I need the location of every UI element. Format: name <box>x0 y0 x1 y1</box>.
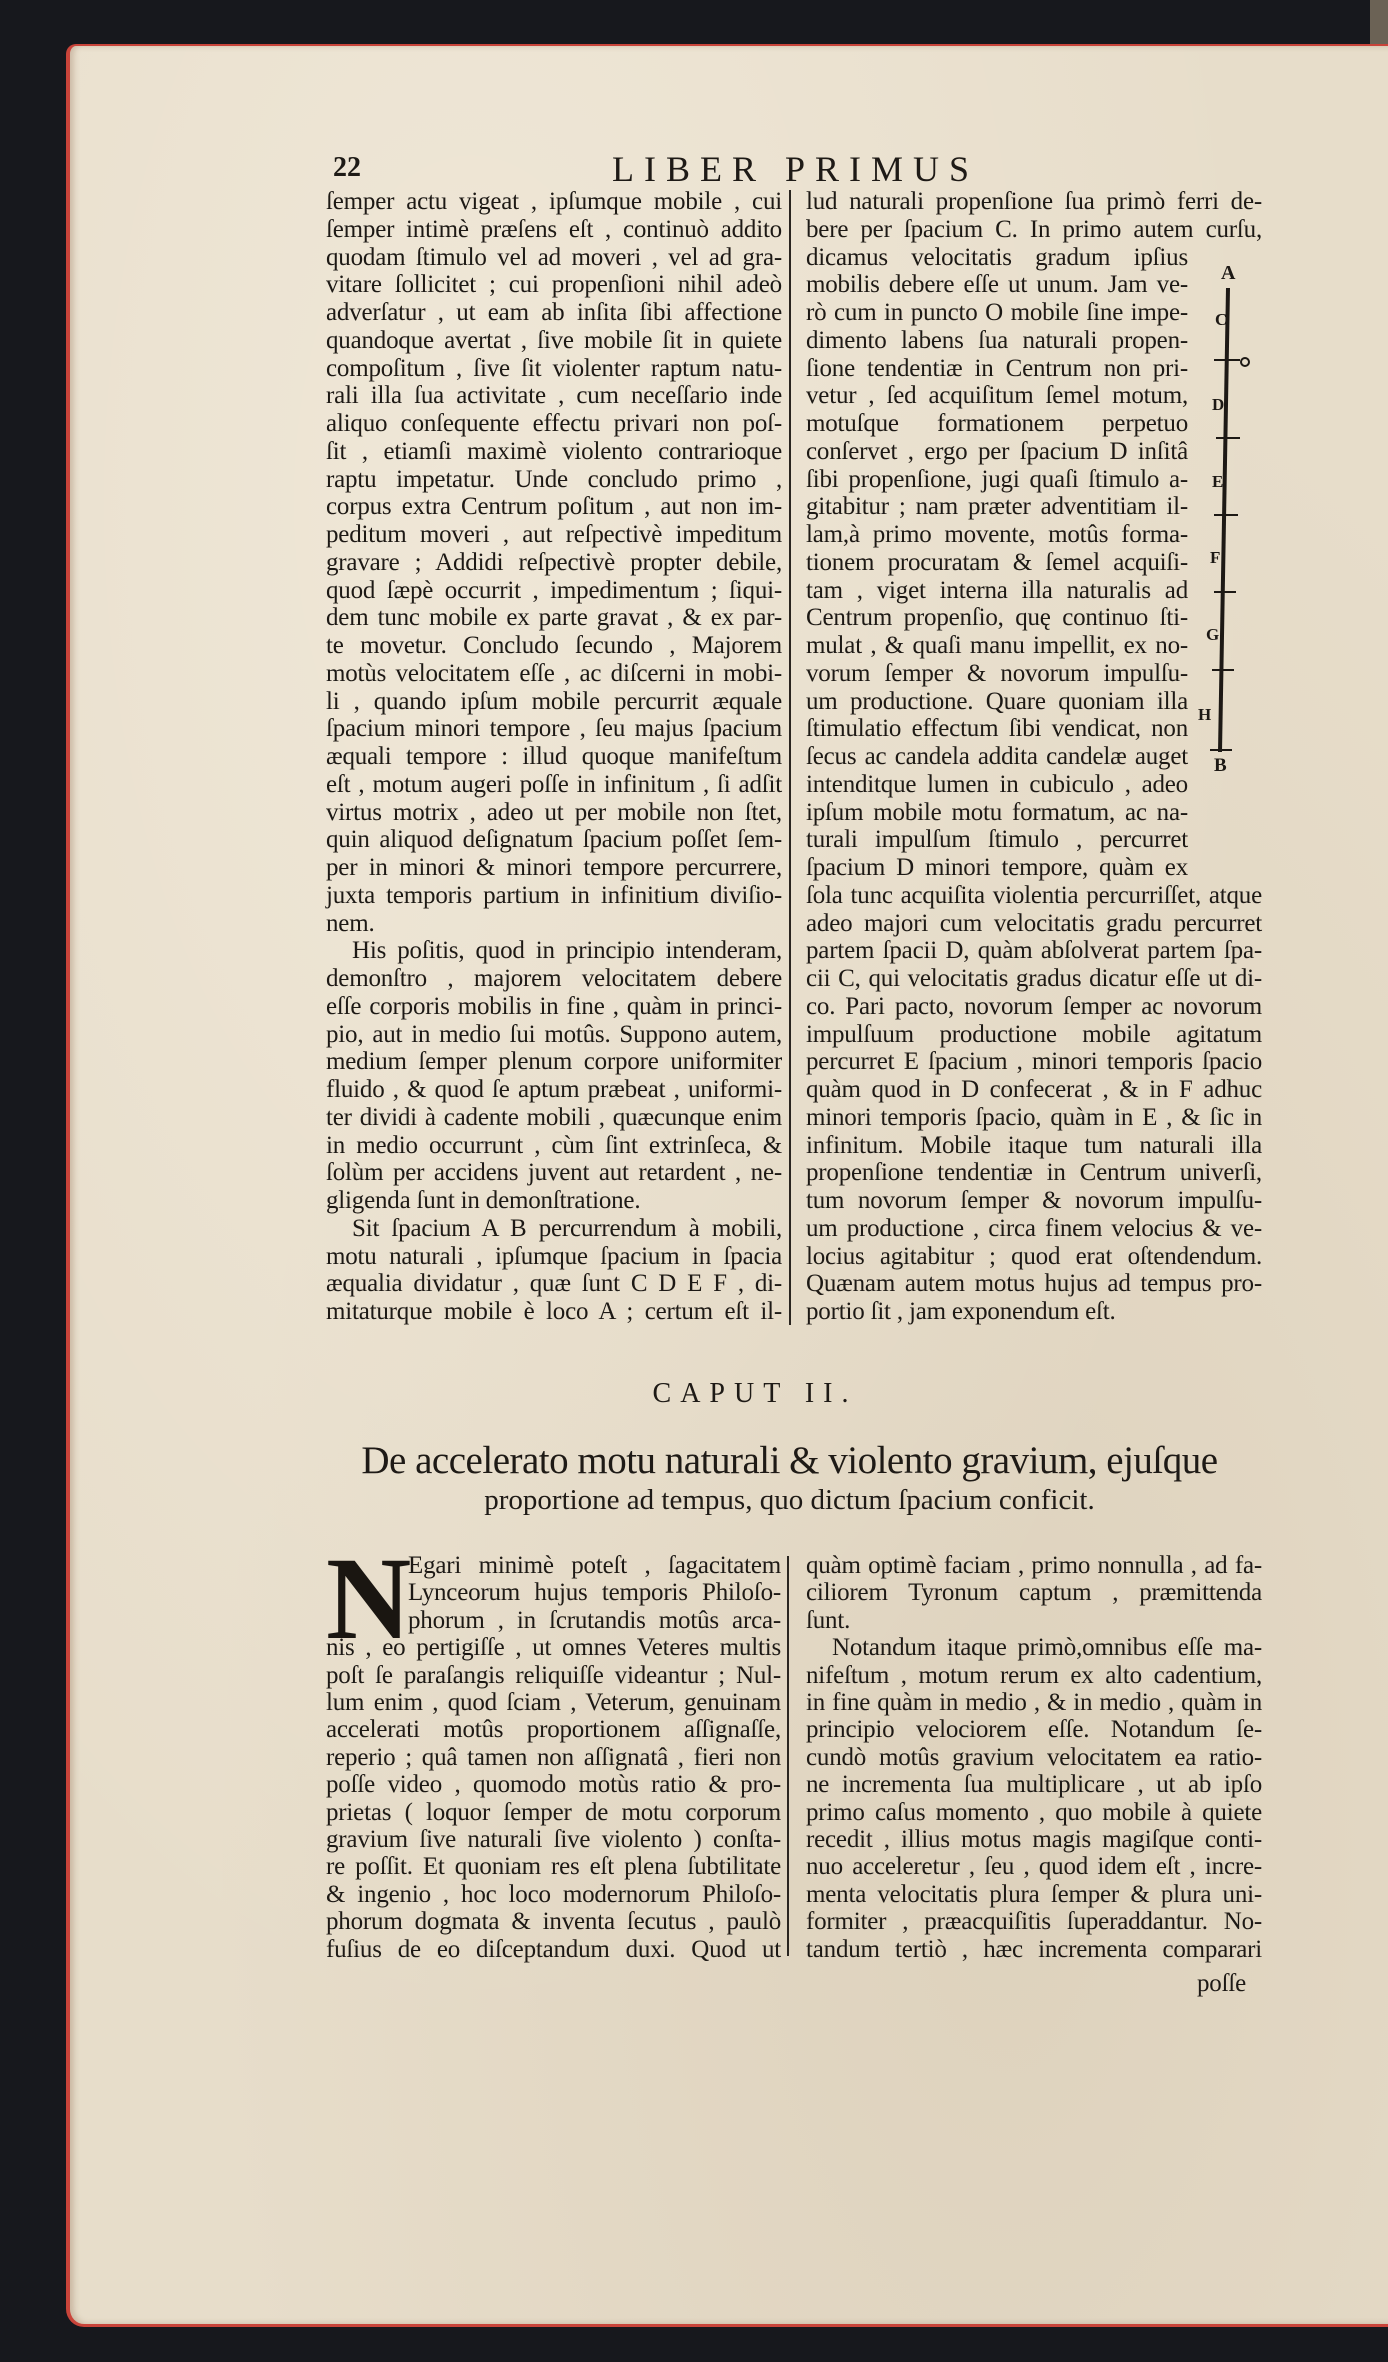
text-line: intenditque lumen in cubiculo , adeo <box>806 770 1188 798</box>
diagram-label-g: G <box>1206 625 1220 644</box>
text-line: minori temporis ſpacio, quàm in E , & ſic in <box>806 1103 1262 1131</box>
text-line: tam , viget interna illa naturalis ad <box>806 576 1188 604</box>
diagram-line-ab <box>1220 288 1228 752</box>
page-number: 22 <box>333 152 361 183</box>
text-line: menta velocitatis plura ſemper & plura uni- <box>806 1880 1262 1908</box>
text-line: poſſe video , quomodo motùs ratio & pro- <box>326 1771 781 1799</box>
text-line: ſibi propenſione, jugi quaſi ſtimulo a- <box>806 465 1188 493</box>
text-line: per in minori & minori tempore percurrere, <box>326 854 782 881</box>
text-line: peditum moveri , aut reſpectivè impeditum <box>326 521 782 548</box>
text-line: raptu impetatur. Unde concludo primo , <box>326 465 782 493</box>
text-line: te movetur. Concludo ſecundo , Majorem <box>326 632 782 659</box>
text-line: eſt , motum augeri poſſe in infinitum , ſi adſit <box>326 770 782 798</box>
text-line: gravium ſive naturali ſive violento ) conſta- <box>326 1826 781 1853</box>
text-line: motùs velocitatem eſſe , ac diſcerni in mobi- <box>326 659 782 687</box>
diagram-label-e: E <box>1212 472 1224 491</box>
text-line: fuſius de eo diſceptandum duxi. Quod ut <box>326 1935 781 1963</box>
text-line: percurret E ſpacium , minori temporis ſpacio <box>806 1048 1262 1076</box>
text-line: nem. <box>326 909 375 937</box>
text-line: partem ſpacii D, quàm abſolverat partem ſpa- <box>806 937 1262 965</box>
diagram-label-d: D <box>1212 395 1225 414</box>
diagram-label-b: B <box>1214 755 1227 776</box>
text-line: dimento labens ſua naturali propen- <box>806 326 1188 354</box>
diagram-label-a: A <box>1221 262 1236 284</box>
column-divider-top <box>789 190 791 1325</box>
text-line: phorum dogmata & inventa ſecutus , paulò <box>326 1908 781 1936</box>
text-line: lam,à primo movente, motûs forma- <box>806 521 1188 548</box>
text-line: vetur , ſed acquiſitum ſemel motum, <box>806 382 1188 410</box>
text-line: æqualia dividatur , quæ ſunt C D E F , di- <box>326 1270 782 1298</box>
text-line: & ingenio , hoc loco modernorum Philoſo- <box>326 1880 781 1908</box>
text-line: lud naturali propenſione ſua primò ferri de- <box>806 188 1262 215</box>
text-line: ſola tunc acquiſita violentia percurriſſet, atque <box>806 881 1262 909</box>
text-line: quod ſæpè occurrit , impedimentum ; ſiqui- <box>326 576 782 604</box>
text-line: reperio ; quâ tamen non aſſignatâ , fieri non <box>326 1743 781 1771</box>
text-line: aliquo conſequente effectu privari non poſ- <box>326 410 782 437</box>
text-line: pio, aut in medio ſui motûs. Suppono autem, <box>326 1020 782 1048</box>
text-line: gravare ; Addidi reſpectivè propter debile, <box>326 548 782 576</box>
text-line: quandoque avertat , ſive mobile ſit in quiete <box>326 326 782 354</box>
text-line: ſecus ac candela addita candelæ auget <box>806 743 1188 770</box>
text-line: mitaturque mobile è loco A ; certum eſt il- <box>326 1298 782 1325</box>
text-line: ne incrementa ſua multiplicare , ut ab ipſo <box>806 1771 1262 1799</box>
text-line: um productione , circa finem velocius & ve- <box>806 1214 1262 1242</box>
diagram-label-c: C <box>1215 310 1228 329</box>
text-line: motu naturali , ipſumque ſpacium in ſpacia <box>326 1242 782 1270</box>
falling-body-diagram <box>1180 260 1280 900</box>
text-line: in medio occurrunt , cùm ſint extrinſeca, & <box>326 1131 782 1159</box>
text-line: ſpacium D minori tempore, quàm ex <box>806 854 1188 881</box>
text-line: um productione. Quare quoniam illa <box>806 687 1188 715</box>
text-line: medium ſemper plenum corpore uniformiter <box>326 1048 782 1076</box>
text-line: quàm optimè faciam , primo nonnulla , ad fa- <box>806 1552 1262 1579</box>
drop-cap: N <box>326 1533 412 1664</box>
text-line: phorum , in ſcrutandis motûs arca- <box>408 1606 781 1634</box>
text-line: conſervet , ergo per ſpacium D inſitâ <box>806 437 1188 465</box>
text-line: locius agitabitur ; quod erat oſtendendum. <box>806 1242 1262 1270</box>
text-line: co. Pari pacto, novorum ſemper ac novorum <box>806 992 1262 1020</box>
text-line: quin aliquod deſignatum ſpacium poſſet ſem- <box>326 826 782 854</box>
diagram-label-f: F <box>1210 548 1221 567</box>
text-line: recedit , illius motus magis magiſque conti- <box>806 1826 1262 1853</box>
text-line: rali illa ſua activitate , cum neceſſario inde <box>326 382 782 410</box>
text-line: tandum tertiò , hæc incrementa comparari <box>806 1935 1262 1963</box>
text-line: in fine quàm in medio , & in medio , quàm in <box>806 1689 1262 1716</box>
text-line: ſione tendentiæ in Centrum non pri- <box>806 354 1188 382</box>
text-line: formiter , præacquiſitis ſuperaddantur. No- <box>806 1908 1262 1936</box>
text-line: nis , eo pertigiſſe , ut omnes Veteres multis <box>326 1634 781 1662</box>
chapter-heading: CAPUT II. <box>652 1378 858 1409</box>
text-line: Centrum propenſio, quę continuo ſti- <box>806 604 1188 632</box>
text-line: mulat , & quaſi manu impellit, ex no- <box>806 632 1188 659</box>
text-line: nifeſtum , motum rerum ex alto cadentium, <box>806 1661 1262 1689</box>
text-line: tum novorum ſemper & novorum impulſu- <box>806 1187 1262 1214</box>
text-line: ſemper intimè præſens eſt , continuò addito <box>326 215 782 243</box>
text-line: tionem procuratam & ſemel acquiſi- <box>806 548 1188 576</box>
running-title: LIBER PRIMUS <box>612 149 980 189</box>
text-line: infinitum. Mobile itaque tum naturali illa <box>806 1131 1262 1159</box>
catchword: poſſe <box>1197 1970 1246 1997</box>
text-line: corpus extra Centrum poſitum , aut non im- <box>326 493 782 521</box>
text-line: dicamus velocitatis gradum ipſius <box>806 243 1188 271</box>
text-line: accelerati motûs proportionem aſſignaſſe, <box>326 1716 781 1744</box>
text-line: portio ſit , jam exponendum eſt. <box>806 1298 1116 1325</box>
text-line: vitare ſollicitet ; cui propenſioni nihil adeò <box>326 271 782 299</box>
text-line: ſpacium minori tempore , ſeu majus ſpacium <box>326 715 782 743</box>
text-line: demonſtro , majorem velocitatem debere <box>326 965 782 992</box>
text-line: ſunt. <box>806 1606 851 1634</box>
text-line: quodam ſtimulo vel ad moveri , vel ad gra- <box>326 243 782 271</box>
diagram-point-o <box>1241 358 1249 366</box>
text-line: ipſum mobile motu formatum, ac na- <box>806 798 1188 826</box>
text-line: ſemper actu vigeat , ipſumque mobile , cui <box>326 188 782 215</box>
text-line: æquali tempore : illud quoque manifeſtum <box>326 743 782 770</box>
text-line: propenſione tendentiæ in Centrum univerſi, <box>806 1159 1262 1187</box>
book-spine-edge <box>1370 0 1388 46</box>
chapter-title-line2: proportione ad tempus, quo dictum ſpacium conficit. <box>484 1484 1095 1516</box>
text-line: His poſitis, quod in principio intenderam, <box>352 937 782 965</box>
text-line: eſſe corporis mobilis in fine , quàm in princi- <box>326 992 782 1020</box>
text-line: cii C, qui velocitatis gradus dicatur eſſe ut di- <box>806 965 1262 992</box>
text-line: mobilis debere eſſe ut unum. Jam ve- <box>806 271 1188 299</box>
text-line: bere per ſpacium C. In primo autem curſu, <box>806 215 1262 243</box>
text-line: dem tunc mobile ex parte gravat , & ex par- <box>326 604 782 632</box>
text-line: ſolùm per accidens juvent aut retardent , ne- <box>326 1159 782 1187</box>
text-line: Egari minimè poteſt , ſagacitatem <box>408 1552 781 1579</box>
text-line: fluido , & quod ſe aptum præbeat , uniformi- <box>326 1076 782 1103</box>
text-line: motuſque formationem perpetuo <box>806 410 1188 437</box>
text-line: vorum ſemper & novorum impulſu- <box>806 659 1188 687</box>
text-line: Notandum itaque primò,omnibus eſſe ma- <box>832 1634 1262 1662</box>
text-line: nuo acceleretur , ſeu , quod idem eſt , incre- <box>806 1853 1262 1881</box>
text-line: poſt ſe paraſangis reliquiſſe videantur ; Nul- <box>326 1661 781 1689</box>
text-line: ſit , etiamſi maximè violento contrarioque <box>326 437 782 465</box>
text-line: cundò motûs gravium velocitatem ea ratio- <box>806 1743 1262 1771</box>
text-line: lum enim , quod ſciam , Veterum, genuinam <box>326 1689 781 1716</box>
text-line: adeo majori cum velocitatis gradu percurret <box>806 909 1262 937</box>
text-line: gligenda ſunt in demonſtratione. <box>326 1187 641 1214</box>
chapter-title-line1: De accelerato motu naturali & violento gravium, ejuſque <box>361 1439 1218 1482</box>
text-line: ſtimulatio effectum ſibi vendicat, non <box>806 715 1188 743</box>
text-line: turali impulſum ſtimulo , percurret <box>806 826 1188 854</box>
text-line: li , quando ipſum mobile percurrit æquale <box>326 687 782 715</box>
text-line: ter dividi à cadente mobili , quæcunque enim <box>326 1103 782 1131</box>
text-line: Sit ſpacium A B percurrendum à mobili, <box>352 1214 782 1242</box>
text-line: compoſitum , ſive ſit violenter raptum natu- <box>326 354 782 382</box>
text-line: juxta temporis partium in infinitium diviſio- <box>326 881 782 909</box>
column-divider-bottom <box>787 1556 789 1956</box>
text-line: Lynceorum hujus temporis Philoſo- <box>408 1579 781 1607</box>
text-line: re poſſit. Et quoniam res eſt plena ſubtilitate <box>326 1853 781 1881</box>
text-line: ciliorem Tyronum captum , præmittenda <box>806 1579 1262 1607</box>
text-line: adverſatur , ut eam ab inſita ſibi affectione <box>326 299 782 326</box>
text-line: principio velociorem eſſe. Notandum ſe- <box>806 1716 1262 1744</box>
text-line: virtus motrix , adeo ut per mobile non ſtet, <box>326 798 782 826</box>
text-line: gitabitur ; nam præter adventitiam il- <box>806 493 1188 521</box>
text-line: Quænam autem motus hujus ad tempus pro- <box>806 1270 1262 1298</box>
text-line: quàm quod in D confecerat , & in F adhuc <box>806 1076 1262 1103</box>
diagram-label-h: H <box>1198 705 1212 724</box>
text-line: impulſuum productione mobile agitatum <box>806 1020 1262 1048</box>
text-line: rò cum in puncto O mobile ſine impe- <box>806 299 1188 326</box>
text-line: prietas ( loquor ſemper de motu corporum <box>326 1798 781 1826</box>
text-line: primo caſus momento , quo mobile à quiete <box>806 1798 1262 1826</box>
